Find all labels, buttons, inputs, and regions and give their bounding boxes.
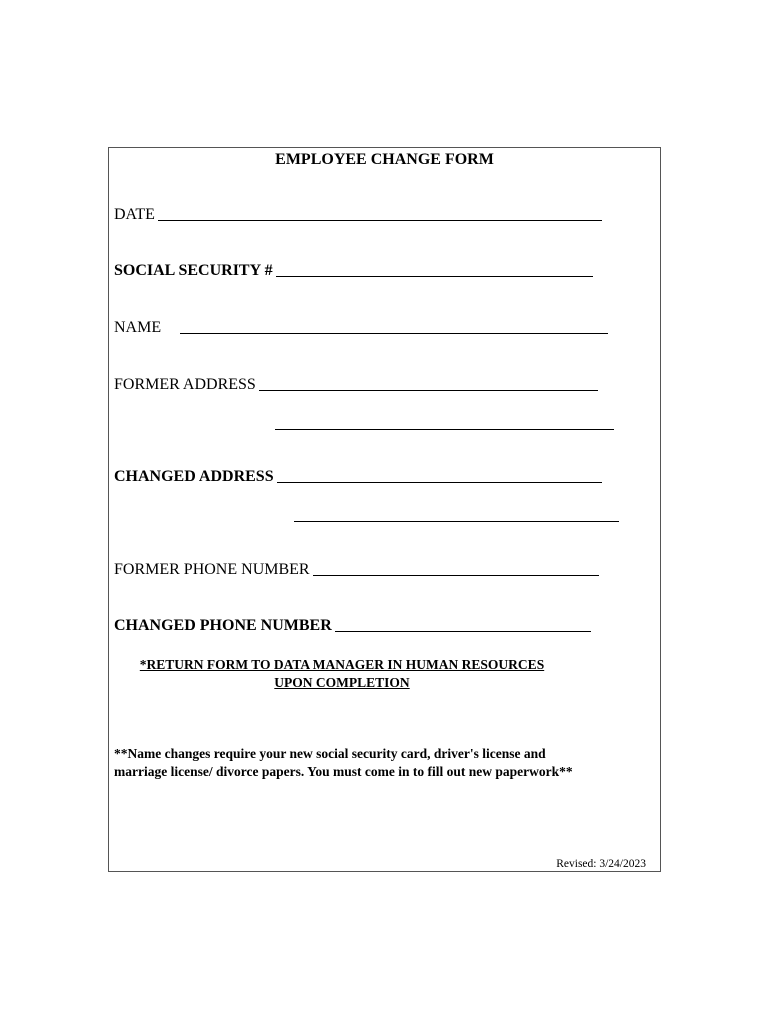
form-title: EMPLOYEE CHANGE FORM [275, 151, 494, 168]
ssn-line[interactable] [276, 262, 593, 277]
former-phone-line[interactable] [313, 561, 599, 576]
changed-address-field [114, 468, 602, 486]
employee-change-form [108, 147, 661, 872]
name-line[interactable] [180, 319, 608, 334]
name-change-note-line-1: **Name changes require your new social security card, driver's license and [114, 746, 546, 761]
former-phone-label: FORMER PHONE NUMBER [114, 561, 310, 578]
name-change-note [114, 745, 654, 781]
changed-address-line-2[interactable] [294, 520, 619, 522]
changed-address-line-1[interactable] [277, 468, 602, 483]
date-label: DATE [114, 206, 155, 223]
former-address-field [114, 376, 598, 394]
name-label: NAME [114, 319, 162, 336]
revision-date: Revised: 3/24/2023 [556, 858, 646, 870]
changed-phone-line[interactable] [335, 617, 591, 632]
return-instructions-line-1: *RETURN FORM TO DATA MANAGER IN HUMAN RESOURCES [139, 657, 545, 672]
former-address-line-1[interactable] [259, 376, 598, 391]
ssn-field [114, 262, 593, 280]
return-instructions-line-2: UPON COMPLETION [274, 675, 410, 690]
former-address-label: FORMER ADDRESS [114, 376, 256, 393]
former-address-line-2[interactable] [275, 428, 614, 430]
changed-phone-field [114, 617, 591, 635]
name-field [114, 319, 608, 337]
changed-phone-label: CHANGED PHONE NUMBER [114, 617, 332, 634]
return-instructions [114, 656, 570, 692]
changed-address-label: CHANGED ADDRESS [114, 468, 274, 485]
date-field [114, 206, 602, 224]
date-line[interactable] [158, 206, 602, 221]
former-phone-field [114, 561, 599, 579]
ssn-label: SOCIAL SECURITY # [114, 262, 273, 279]
name-change-note-line-2: marriage license/ divorce papers. You must come in to fill out new paperwork** [114, 764, 573, 779]
